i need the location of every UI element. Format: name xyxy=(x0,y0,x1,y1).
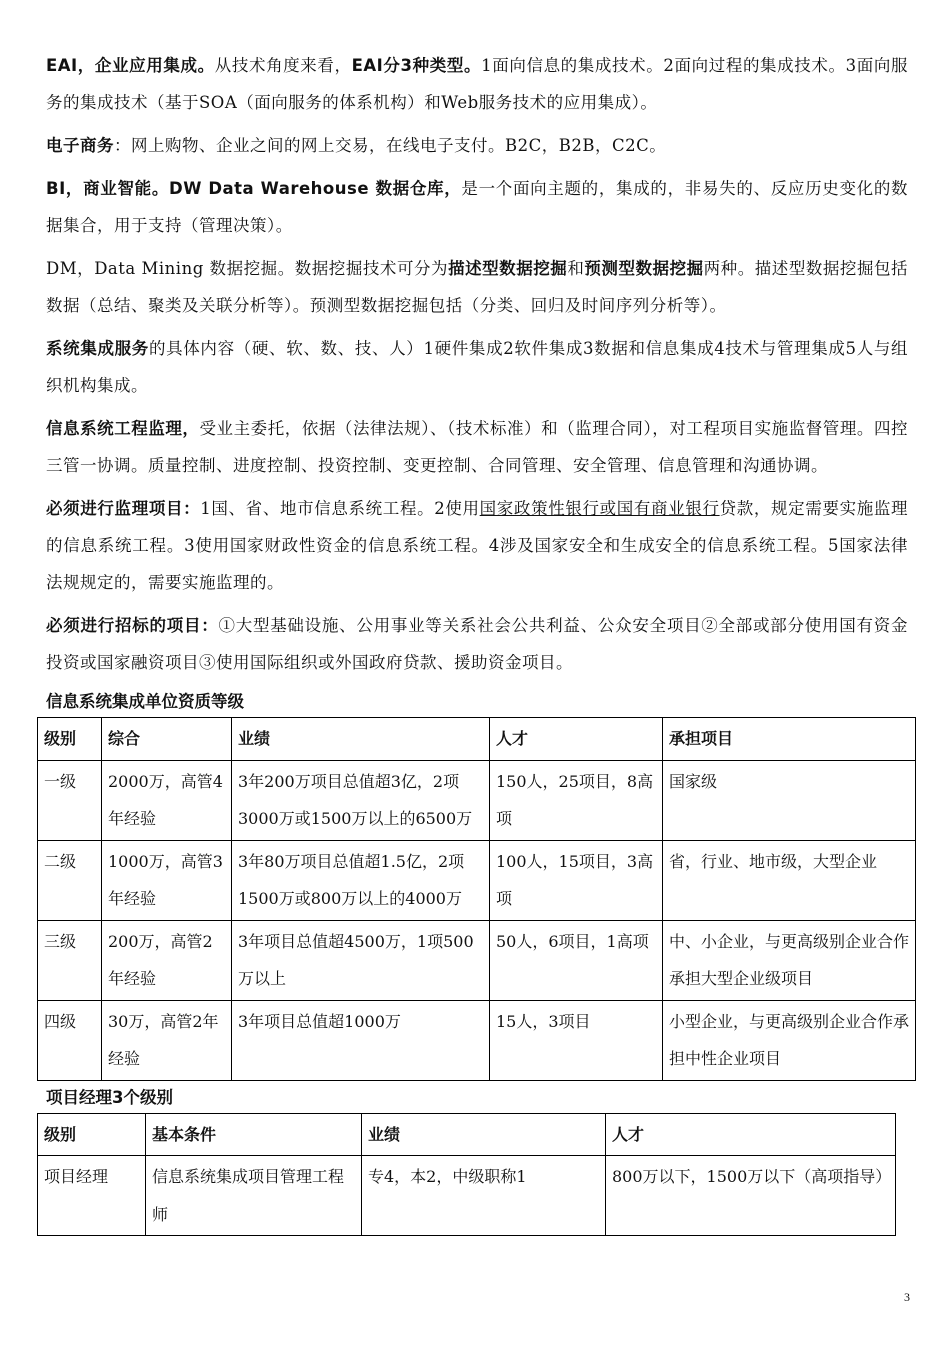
text-run: 和 xyxy=(567,259,585,278)
table-cell: 信息系统集成项目管理工程师 xyxy=(146,1156,362,1236)
table-cell: 200万，高管2年经验 xyxy=(102,920,232,1000)
table-row xyxy=(38,840,916,920)
paragraph xyxy=(46,250,908,324)
bold-term: 预测型数据挖掘 xyxy=(584,259,704,278)
table1-caption: 信息系统集成单位资质等级 xyxy=(46,692,244,711)
table-cell: 小型企业，与更高级别企业合作承担中性企业项目 xyxy=(663,1000,916,1080)
table-cell: 3年200万项目总值超3亿，2项3000万或1500万以上的6500万 xyxy=(232,760,490,840)
bold-term: 必须进行招标的项目： xyxy=(46,616,219,635)
table2-caption: 项目经理3个级别 xyxy=(46,1087,173,1107)
table-cell: 中、小企业，与更高级别企业合作承担大型企业级项目 xyxy=(663,920,916,1000)
text-run: ①大型基础设施、公用事业等关系社会公共利益、公众安全项目②全部或部分使用国有资金投资或国家融资项目③使用国际组织或外国政府贷款、援助资金项目。 xyxy=(46,616,909,672)
paragraph xyxy=(46,607,908,681)
column-header: 人才 xyxy=(490,718,663,761)
paragraph-list xyxy=(46,47,908,681)
bold-term: 信息系统工程监理， xyxy=(46,419,200,438)
table-cell: 15人，3项目 xyxy=(490,1000,663,1080)
text-run: DM，Data Mining 数据挖掘。数据挖掘技术可分为 xyxy=(46,259,449,278)
text-run: 受业主委托，依据（法律法规）、（技术标准）和（监理合同），对工程项目实施监督管理。四控三管一协调。质量控制、进度控制、投资控制、变更控制、合同管理、安全管理、信息管理和沟通协调。 xyxy=(46,419,909,475)
bold-term: EAI，企业应用集成。 xyxy=(46,56,215,75)
text-run: 国家政策性银行或国有商业银行 xyxy=(479,499,720,518)
table-cell: 项目经理 xyxy=(38,1156,146,1236)
column-header: 业绩 xyxy=(362,1113,606,1156)
table-row xyxy=(38,1000,916,1080)
project-manager-table xyxy=(37,1113,896,1237)
table-header-row xyxy=(38,1113,896,1156)
paragraph xyxy=(46,490,908,601)
table-cell: 省，行业、地市级，大型企业 xyxy=(663,840,916,920)
column-header: 人才 xyxy=(606,1113,896,1156)
paragraph xyxy=(46,410,908,484)
paragraph xyxy=(46,47,908,121)
column-header: 级别 xyxy=(38,1113,146,1156)
table-cell: 50人，6项目，1高项 xyxy=(490,920,663,1000)
bold-term: 系统集成服务 xyxy=(46,339,149,358)
table-cell: 150人，25项目，8高项 xyxy=(490,760,663,840)
column-header: 业绩 xyxy=(232,718,490,761)
qualification-table xyxy=(37,717,916,1081)
table-cell: 国家级 xyxy=(663,760,916,840)
table-cell: 二级 xyxy=(38,840,102,920)
text-run: 从技术角度来看， xyxy=(214,56,352,75)
bold-term: 描述型数据挖掘 xyxy=(448,259,568,278)
table-cell: 3年项目总值超1000万 xyxy=(232,1000,490,1080)
table-cell: 3年80万项目总值超1.5亿，2项1500万或800万以上的4000万 xyxy=(232,840,490,920)
table-row xyxy=(38,1156,896,1236)
column-header: 基本条件 xyxy=(146,1113,362,1156)
column-header: 综合 xyxy=(102,718,232,761)
bold-term: EAI分3种类型。 xyxy=(351,56,482,75)
bold-term: 必须进行监理项目： xyxy=(46,499,201,518)
bold-term: 电子商务 xyxy=(46,136,114,155)
table-row xyxy=(38,760,916,840)
text-run: ：网上购物、企业之间的网上交易，在线电子支付。B2C，B2B，C2C。 xyxy=(114,136,667,155)
table-cell: 3年项目总值超4500万，1项500万以上 xyxy=(232,920,490,1000)
document-body xyxy=(46,47,908,1236)
paragraph xyxy=(46,127,908,164)
paragraph xyxy=(46,170,908,244)
paragraph xyxy=(46,330,908,404)
text-run: 1面向信息的集成技术。2面向过程的集成技术。3面向服务的集成技术（基于SOA（面向服务的体系机构）和Web服务技术的应用集成）。 xyxy=(46,56,908,112)
table-cell: 2000万，高管4年经验 xyxy=(102,760,232,840)
table-cell: 30万，高管2年经验 xyxy=(102,1000,232,1080)
table-cell: 三级 xyxy=(38,920,102,1000)
table-cell: 1000万，高管3年经验 xyxy=(102,840,232,920)
text-run: 的具体内容（硬、软、数、技、人）1硬件集成2软件集成3数据和信息集成4技术与管理集成5人与组织机构集成。 xyxy=(46,339,909,395)
text-run: 贷款，规定需要实施监理的信息系统工程。3使用国家财政性资金的信息系统工程。4涉及国家安全和生成安全的信息系统工程。5国家法律法规规定的，需要实施监理的。 xyxy=(46,499,909,592)
table-cell: 800万以下，1500万以下（高项指导） xyxy=(606,1156,896,1236)
table-cell: 专4，本2，中级职称1 xyxy=(362,1156,606,1236)
table-cell: 一级 xyxy=(38,760,102,840)
column-header: 承担项目 xyxy=(663,718,916,761)
text-run: 两种。描述型数据挖掘包括数据（总结、聚类及关联分析等）。预测型数据挖掘包括（分类、回归及时间序列分析等）。 xyxy=(46,259,909,315)
column-header: 级别 xyxy=(38,718,102,761)
table-cell: 100人，15项目，3高项 xyxy=(490,840,663,920)
table-cell: 四级 xyxy=(38,1000,102,1080)
page-number: 3 xyxy=(904,1290,910,1304)
table-header-row xyxy=(38,718,916,761)
text-run: 1国、省、地市信息系统工程。2使用 xyxy=(200,499,480,518)
table-row xyxy=(38,920,916,1000)
text-run: 是一个面向主题的，集成的，非易失的、反应历史变化的数据集合，用于支持（管理决策）。 xyxy=(46,179,909,235)
bold-term: BI，商业智能。DW Data Warehouse 数据仓库， xyxy=(46,179,462,198)
